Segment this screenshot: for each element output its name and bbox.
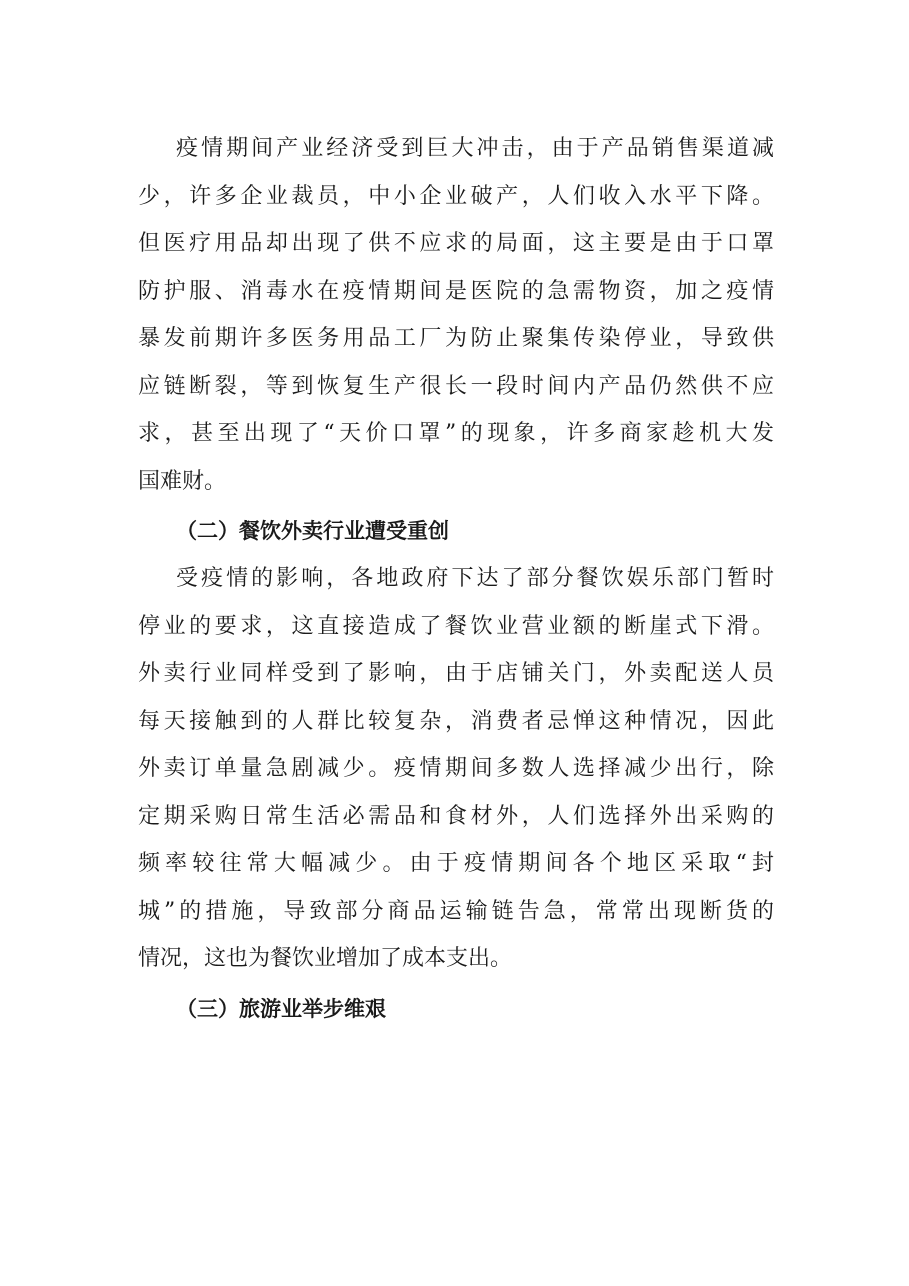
paragraph-line: 疫情期间产业经济受到巨大冲击，由于产品销售渠道减 [176,136,774,161]
paragraph-line: 少，许多企业裁员，中小企业破产，人们收入水平下降。 [138,183,774,209]
paragraph-line: 停业的要求，这直接造成了餐饮业营业额的断崖式下滑。 [138,613,774,639]
paragraph-line: 外卖订单量急剧减少。疫情期间多数人选择减少出行，除 [138,756,774,781]
section-heading-tourism: （三）旅游业举步维艰 [176,996,386,1021]
paragraph-line: 受疫情的影响，各地政府下达了部分餐饮娱乐部门暂时 [176,566,774,591]
paragraph-line: 定期采购日常生活必需品和食材外，人们选择外出采购的 [138,803,774,829]
paragraph-line: 城”的措施，导致部分商品运输链告急，常常出现断货的 [138,898,774,924]
paragraph-line: 情况，这也为餐饮业增加了成本支出。 [138,946,513,971]
paragraph-line: 防护服、消毒水在疫情期间是医院的急需物资，加之疫情 [138,278,774,304]
paragraph-line: 外卖行业同样受到了影响，由于店铺关门，外卖配送人员 [138,661,774,686]
paragraph-line: 每天接触到的人群比较复杂，消费者忌惮这种情况，因此 [138,708,774,734]
section-heading-catering: （二）餐饮外卖行业遭受重创 [176,519,449,543]
paragraph-line: 但医疗用品却出现了供不应求的局面，这主要是由于口罩 [138,231,774,256]
document-body [138,125,774,1033]
paragraph-line: 求，甚至出现了“天价口罩”的现象，许多商家趁机大发 [138,421,774,446]
paragraph-catering-impact [138,555,774,983]
paragraph-line: 暴发前期许多医务用品工厂为防止聚集传染停业，导致供 [138,326,774,351]
paragraph-industry-impact [138,125,774,505]
paragraph-line: 频率较往常大幅减少。由于疫情期间各个地区采取“封 [138,851,774,876]
paragraph-line: 国难财。 [138,468,227,494]
paragraph-line: 应链断裂，等到恢复生产很长一段时间内产品仍然供不应 [138,373,774,399]
